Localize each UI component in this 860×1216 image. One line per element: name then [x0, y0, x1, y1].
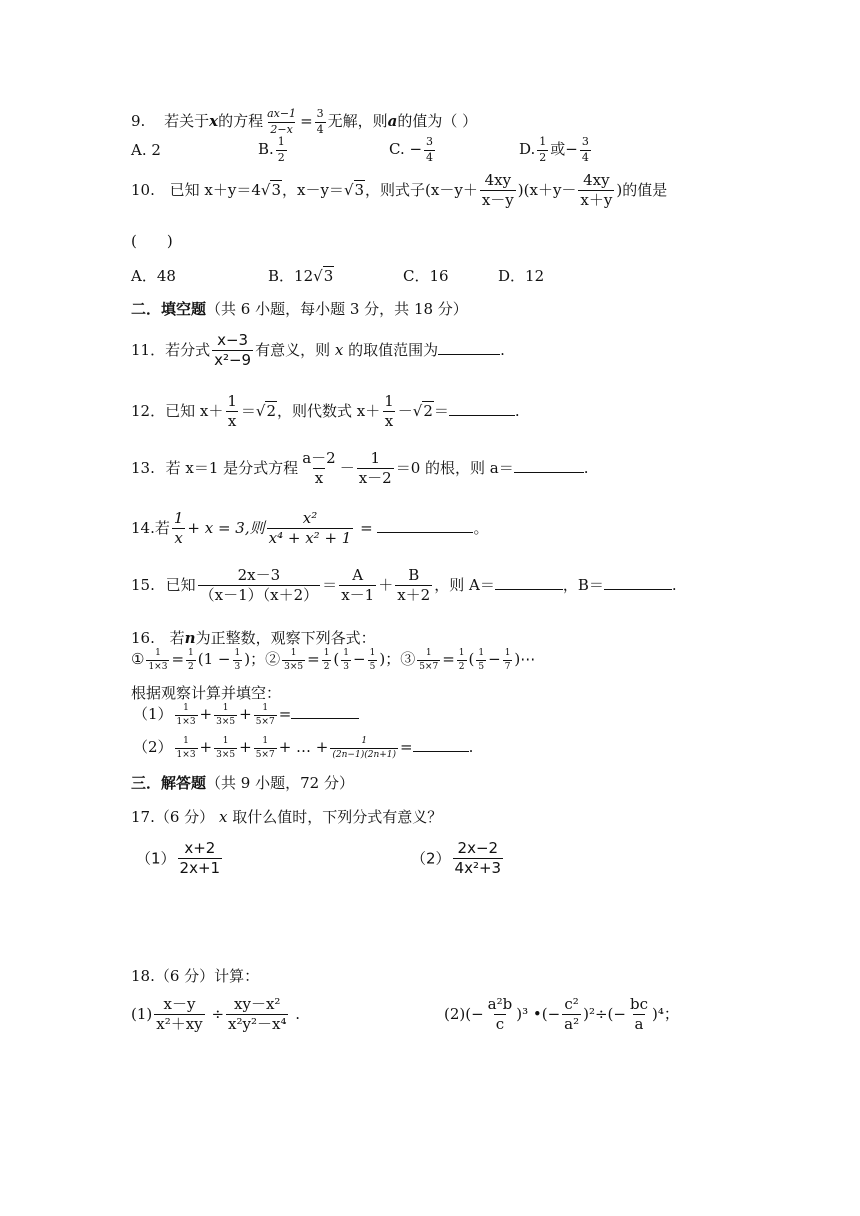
q10-text: 已知 x＋y＝4 [169, 180, 261, 199]
q14-fraction-2 [267, 510, 354, 548]
q9-eq: = [300, 112, 313, 131]
fraction-numerator: 1 [539, 135, 547, 148]
q18-stem: 18.（6 分）计算： [131, 967, 260, 985]
q16-answer-blank-2[interactable] [413, 750, 469, 752]
q13-fraction-2 [357, 450, 394, 488]
section-title: 三．解答题 [131, 774, 207, 792]
plus-sign: + [239, 738, 252, 756]
option-fraction [276, 136, 287, 164]
fraction-numerator: x+2 [184, 839, 216, 857]
fraction-denominator: x⁴ + x² + 1 [268, 529, 352, 548]
q15-fraction-2 [339, 567, 376, 605]
radicand: 3 [271, 180, 281, 199]
fraction-denominator: 2−x [270, 122, 293, 136]
q15-answer-blank-a[interactable] [495, 588, 563, 590]
q9-rhs [315, 108, 326, 136]
fraction-denominator: x²−9 [214, 351, 252, 370]
fraction-numerator: 1 [234, 648, 241, 659]
fraction-denominator: 4x²+3 [454, 859, 502, 878]
q12-text: 12．已知 x＋ [131, 401, 224, 420]
fraction-denominator: c [495, 1015, 505, 1034]
fraction-denominator: 3×5 [216, 749, 236, 760]
fraction-numerator: 4xy [583, 171, 610, 189]
fraction-numerator: 1 [173, 509, 184, 527]
q10-text: ，则式子(x－y＋ [365, 180, 478, 199]
q15-text: 已知 [165, 575, 196, 594]
eq-sign: = [307, 650, 320, 668]
fraction-numerator: 1 [478, 648, 485, 659]
fraction-numerator: 3 [581, 135, 589, 148]
option-text: 或− [550, 140, 578, 159]
option-fraction [537, 136, 548, 164]
pattern-fraction [476, 648, 486, 672]
sum-fraction [254, 703, 277, 727]
fraction-numerator: 1 [369, 648, 376, 659]
fraction-numerator: 1 [262, 703, 269, 714]
q10-text: ，x－y＝ [282, 180, 344, 199]
fraction-numerator: x² [302, 509, 318, 527]
q11-text: 11．若分式 [131, 340, 211, 359]
q11-end: . [500, 340, 505, 359]
fraction-numerator: 1 [384, 392, 394, 410]
part-label: (1) [131, 1004, 153, 1023]
eq-sign: = [278, 705, 292, 723]
fraction-numerator: a－2 [302, 449, 336, 467]
fraction-denominator: x [384, 412, 394, 431]
fraction-denominator: 5×7 [419, 661, 439, 672]
fraction-denominator: 2 [458, 661, 465, 672]
q17-part-1 [136, 840, 224, 878]
q10-option-a[interactable] [131, 265, 176, 286]
fraction-denominator: x－y [481, 191, 514, 210]
q15-text: ，B＝ [562, 575, 604, 594]
q13 [131, 450, 589, 488]
q18-fraction-5 [628, 996, 650, 1034]
option-label: C．16 [403, 267, 449, 285]
fraction-numerator: x−3 [217, 331, 249, 349]
q10-answer-paren: ( ) [131, 232, 173, 250]
q10-number: 10. [131, 180, 155, 199]
radicand: 2 [423, 401, 433, 420]
fraction-denominator: x [227, 412, 237, 431]
general-term-fraction [330, 736, 398, 760]
q15-end: . [671, 575, 677, 594]
fraction-denominator: 3×5 [284, 661, 304, 672]
option-label: B. [258, 140, 274, 159]
fraction-denominator: 3×5 [216, 716, 236, 727]
q18-fraction-4 [562, 996, 581, 1034]
fraction-denominator: a² [564, 1015, 580, 1034]
option-label: B．12 [268, 267, 314, 285]
fraction-denominator: x²y²－x⁴ [228, 1015, 287, 1034]
option-label: C. − [389, 140, 423, 159]
q16-part-1 [133, 703, 359, 727]
q16-pattern-line: ① $\frac{1}{1\times 3}$ = $\frac{1}{2}$ (1 − $\frac{1}{3}$ )；② $\frac{1}{3\times 5}$ = $\frac{1}{2}$ ( $\frac{1}{3}$ − $\frac{1}{5}$ )；③ $\frac{1}{5\times 7}$ = $\frac{1}{2}$ ( $\frac{1}{5}$ − $\frac{1}{7}$ )⋯ [131, 648, 536, 672]
fraction-numerator: 1 [370, 449, 380, 467]
fraction-denominator: 2 [188, 661, 194, 672]
fraction-denominator: 5 [369, 661, 376, 672]
fraction-denominator: 3 [343, 661, 350, 672]
q15-fraction-1 [198, 567, 321, 605]
fraction-numerator: 1 [458, 648, 465, 659]
q9-var: a [387, 112, 398, 131]
q9-text: 的值为（ ） [397, 112, 478, 131]
fraction-numerator: 1 [227, 392, 237, 410]
fraction-numerator: 1 [183, 736, 189, 747]
fraction-denominator: 4 [426, 150, 434, 164]
q18-part-1 [131, 996, 300, 1034]
part-label: （1） [136, 849, 176, 868]
part-label: (2) [444, 1004, 466, 1023]
q13-fraction-1 [300, 450, 338, 488]
fraction-denominator: 3 [234, 661, 241, 672]
q14-eq: = [360, 518, 373, 537]
fraction-numerator: 1 [504, 648, 511, 659]
q9-var: x [209, 112, 219, 131]
q10-fraction-1 [480, 172, 516, 210]
q13-answer-blank[interactable] [514, 471, 584, 473]
q9-text: 的方程 [218, 112, 264, 131]
fraction-numerator: B [408, 566, 420, 584]
q15-answer-blank-b[interactable] [604, 588, 672, 590]
q16-stem [131, 627, 376, 648]
fraction-numerator: 4xy [484, 171, 512, 189]
fraction-denominator: 2x+1 [179, 859, 221, 878]
q18-fraction-1 [154, 996, 204, 1034]
q15-text: ，则 A＝ [434, 575, 495, 594]
option-label: A. 2 [131, 141, 161, 159]
pattern-fraction [341, 648, 351, 672]
plus-sign: + [239, 705, 252, 723]
q16-end: . [468, 738, 474, 756]
fraction-numerator: x－y [163, 995, 196, 1013]
q17-var: x [218, 808, 228, 826]
fraction-numerator: 1 [222, 736, 229, 747]
q13-minus: － [339, 458, 355, 477]
q14 [131, 510, 488, 548]
q16-instruction: 根据观察计算并填空： [131, 684, 282, 702]
fraction-numerator: 1 [262, 736, 269, 747]
part-label: （1） [133, 705, 173, 723]
sum-fraction [214, 736, 237, 760]
q16-number: 16. [131, 629, 155, 647]
sum-fraction [175, 736, 198, 760]
fraction-denominator: x [174, 529, 183, 548]
eq-sign: = [442, 650, 455, 668]
q10-option-c[interactable] [403, 265, 449, 286]
fraction-numerator: 2x−2 [457, 839, 499, 857]
fraction-denominator: x＋2 [397, 586, 431, 605]
q17-fraction-1 [178, 840, 223, 878]
option-fraction [424, 136, 435, 164]
pattern-fraction [503, 648, 513, 672]
q9-stem [131, 108, 477, 136]
section-3-heading [131, 772, 354, 793]
fraction-denominator: 1×3 [148, 661, 168, 672]
fraction-numerator: ax−1 [267, 107, 297, 120]
part-label: （2） [411, 849, 451, 868]
eq-sign: = [171, 650, 185, 668]
fraction-denominator: 5×7 [255, 716, 275, 727]
q11-var: x [334, 340, 344, 359]
fraction-denominator: x²＋xy [156, 1015, 203, 1034]
q15-plus: ＋ [378, 575, 394, 594]
fraction-numerator: 1 [425, 648, 432, 659]
q14-text: + x = 3,则 [187, 518, 265, 537]
part-label: （2） [133, 738, 173, 756]
sqrt-3: √3 [260, 180, 281, 199]
fraction-numerator: a²b [487, 995, 513, 1013]
fraction-denominator: 5 [478, 661, 485, 672]
fraction-denominator: x [314, 469, 324, 488]
paren: (− [607, 1004, 626, 1023]
plus-ellipsis: + … + [278, 738, 329, 756]
q17-text: 取什么值时，下列分式有意义？ [232, 808, 443, 826]
plus-sign: + [199, 738, 213, 756]
q12-minus: － [397, 401, 413, 420]
fraction-denominator: 2 [323, 661, 330, 672]
q17-number: 17.（6 分） [131, 808, 215, 826]
sqrt-2: √2 [255, 401, 276, 420]
radicand: 3 [323, 267, 334, 285]
section-title: 二．填空题 [131, 300, 207, 318]
q11-fraction [212, 332, 253, 370]
fraction-numerator: 1 [323, 648, 330, 659]
circled-1: ① [131, 650, 145, 668]
q9-option-b[interactable] [258, 136, 289, 164]
q14-fraction-1 [172, 510, 186, 548]
fraction-denominator: 2 [277, 150, 285, 164]
q10-text: )(x＋y－ [517, 180, 577, 199]
fraction-denominator: 5×7 [255, 749, 275, 760]
power-div: )²÷ [583, 1004, 608, 1023]
option-label: A．48 [131, 267, 176, 285]
q12-text: ，则代数式 x＋ [277, 401, 381, 420]
q11-text: 有意义，则 [255, 340, 331, 359]
half-fraction [322, 648, 332, 672]
eq-sign: = [400, 738, 413, 756]
q10-stem [131, 172, 667, 210]
q12-answer-blank[interactable] [449, 414, 515, 416]
pattern-fraction [368, 648, 378, 672]
q13-number: 13. [131, 458, 155, 477]
half-fraction [457, 648, 467, 672]
fraction-denominator: a [634, 1015, 644, 1034]
fraction-numerator: xy－x² [234, 995, 281, 1013]
sum-fraction [175, 703, 198, 727]
fraction-denominator: (2n−1)(2n+1) [332, 749, 397, 760]
fraction-numerator: c² [564, 995, 579, 1013]
pattern-fraction [417, 648, 440, 672]
q11 [131, 332, 505, 370]
half-fraction [186, 648, 196, 672]
q9-option-a[interactable] [131, 141, 161, 159]
q17-part-2 [411, 840, 505, 878]
div-sign: ÷ [211, 1004, 225, 1023]
q12-end: . [514, 401, 520, 420]
fraction-numerator: 3 [316, 107, 324, 120]
fraction-numerator: 1 [188, 648, 194, 659]
fraction-numerator: 1 [222, 703, 229, 714]
q17-stem [131, 806, 442, 827]
q17-fraction-2 [453, 840, 504, 878]
q14-answer-blank[interactable] [377, 531, 473, 533]
q18-end: . [295, 1004, 301, 1023]
fraction-denominator: x＋y [580, 191, 613, 210]
q16-text: 为正整数，观察下列各式： [195, 629, 376, 647]
q12-fraction [225, 393, 239, 431]
q15 [131, 567, 677, 605]
fraction-numerator: bc [629, 995, 648, 1013]
q10-option-b[interactable] [268, 265, 334, 286]
option-label: D. [519, 140, 536, 159]
fraction-numerator: 1 [361, 736, 368, 747]
q16-var: n [184, 629, 196, 647]
q13-text: ＝0 的根，则 a＝ [395, 458, 514, 477]
section-2-heading [131, 298, 468, 319]
fraction-denominator: 4 [316, 122, 324, 136]
radicand: 3 [354, 180, 365, 199]
fraction-denominator: x－1 [341, 586, 375, 605]
fraction-denominator: 7 [504, 661, 511, 672]
section-note: （共 9 小题，72 分） [206, 774, 354, 792]
fraction-numerator: 1 [290, 648, 297, 659]
q10-option-d[interactable] [498, 265, 544, 286]
ellipsis: ⋯ [520, 650, 536, 668]
fraction-denominator: 1×3 [176, 716, 196, 727]
q11-text: 的取值范围为 [348, 340, 439, 359]
sqrt-3: √3 [343, 180, 365, 199]
q9-fraction [265, 108, 298, 136]
q9-text: 无解，则 [327, 112, 388, 131]
fraction-numerator: 1 [277, 135, 285, 148]
fraction-denominator: 2 [539, 150, 547, 164]
fraction-numerator: 1 [183, 703, 189, 714]
sqrt-3: √3 [313, 267, 334, 285]
sum-fraction [214, 703, 237, 727]
q9-option-c[interactable] [389, 136, 437, 164]
q16-answer-blank-1[interactable] [291, 717, 359, 719]
q11-answer-blank[interactable] [438, 353, 500, 355]
q16-text: 若 [169, 629, 185, 647]
pattern-fraction [146, 648, 169, 672]
q9-option-d[interactable] [519, 136, 593, 164]
q12 [131, 393, 520, 431]
circled-3: ；③ [385, 650, 416, 668]
fraction-denominator: x－2 [358, 469, 392, 488]
q18-fraction-2 [226, 996, 288, 1034]
pattern-fraction [282, 648, 305, 672]
fraction-numerator: 3 [426, 135, 434, 148]
section-note: （共 6 小题，每小题 3 分，共 18 分） [206, 300, 468, 318]
q18-part-2 [444, 996, 679, 1034]
power-dot: )³ • [516, 1004, 542, 1023]
option-fraction [580, 136, 591, 164]
q15-eq: ＝ [322, 575, 338, 594]
sqrt-2: √2 [412, 401, 433, 420]
q9-number: 9. [131, 112, 146, 131]
fraction-denominator: （x－1）（x＋2） [199, 586, 319, 605]
sum-fraction [254, 736, 277, 760]
fraction-numerator: 1 [155, 648, 161, 659]
radicand: 2 [266, 401, 276, 420]
fraction-numerator: A [352, 566, 364, 584]
circled-2: ；② [250, 650, 281, 668]
pattern-fraction [233, 648, 243, 672]
paren: (− [541, 1004, 561, 1023]
q14-end: 。 [473, 518, 489, 537]
fraction-numerator: 1 [343, 648, 350, 659]
q13-text: 若 x＝1 是分式方程 [165, 458, 299, 477]
fraction-denominator: 1×3 [176, 749, 196, 760]
q15-fraction-3 [395, 567, 432, 605]
q14-text: 14.若 [131, 518, 170, 537]
q18-fraction-3 [486, 996, 515, 1034]
q12-fraction [382, 393, 396, 431]
q16-part-2 [133, 736, 473, 760]
q12-text: ＝ [433, 401, 449, 420]
fraction-denominator: 4 [581, 150, 589, 164]
paren: (− [465, 1004, 484, 1023]
power-end: )⁴； [651, 1004, 679, 1023]
plus-sign: + [199, 705, 213, 723]
fraction-numerator: 2x－3 [237, 566, 281, 584]
q10-text: )的值是 [616, 180, 668, 199]
q10-fraction-2 [578, 172, 614, 210]
q9-text: 若关于 [164, 112, 210, 131]
q12-eq: ＝ [240, 401, 256, 420]
q15-number: 15. [131, 575, 155, 594]
option-label: D．12 [498, 267, 545, 285]
q13-end: . [583, 458, 589, 477]
